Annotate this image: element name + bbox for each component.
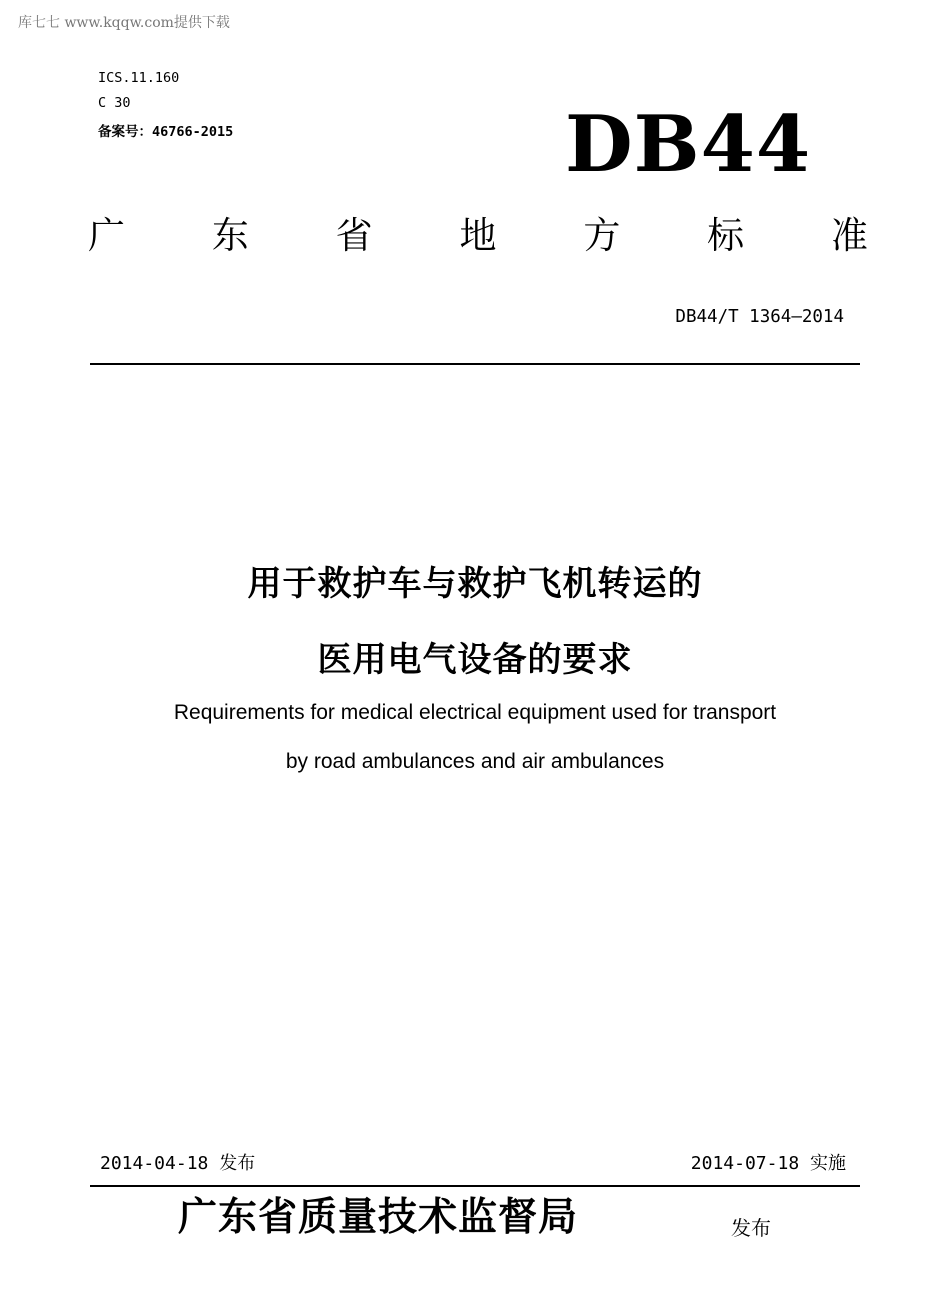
title-en-line1: Requirements for medical electrical equipment used for transport (173, 701, 777, 724)
header-divider (90, 363, 860, 365)
standard-type-char: 标 (707, 214, 745, 257)
standard-type-char: 方 (583, 214, 621, 257)
standard-code-logo: DB44 (565, 99, 812, 190)
effective-date: 2014-07-18 实施 (690, 1153, 846, 1174)
filing-number: 备案号：46766-2015 (98, 124, 234, 140)
title-cn-line2: 医用电气设备的要求 (317, 640, 633, 680)
standard-type-heading (88, 216, 868, 257)
title-en-line2: by road ambulances and air ambulances (285, 750, 665, 773)
issue-date: 2014-04-18 发布 (100, 1153, 256, 1174)
ics-code: ICS.11.160 (98, 70, 180, 86)
standard-number: DB44/T 1364—2014 (675, 307, 844, 327)
standard-type-char: 广 (88, 214, 125, 257)
standard-type-char: 准 (830, 214, 868, 257)
ccs-code: C 30 (98, 95, 131, 111)
standard-type-char: 省 (335, 214, 373, 257)
title-cn-line1: 用于救护车与救护飞机转运的 (247, 564, 703, 604)
issuer-action: 发布 (731, 1216, 771, 1240)
footer-divider (90, 1185, 860, 1187)
standard-type-char: 地 (459, 214, 497, 257)
watermark-text: 库七七 www.kqqw.com提供下载 (18, 15, 230, 31)
issuer-name: 广东省质量技术监督局 (178, 1194, 579, 1240)
standard-type-char: 东 (211, 214, 249, 257)
